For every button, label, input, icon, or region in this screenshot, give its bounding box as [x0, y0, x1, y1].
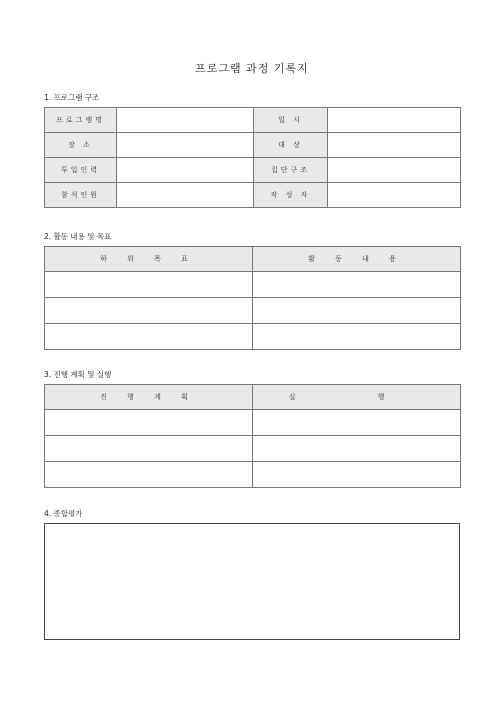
table-row [45, 158, 461, 183]
execution-cell[interactable] [253, 462, 461, 488]
section1-heading: 1. 프로그램 구조 [44, 93, 100, 102]
table-header-row [45, 385, 461, 410]
table-row [45, 436, 461, 462]
table-row [45, 108, 461, 133]
activity-goals-table [44, 246, 461, 350]
execution-cell[interactable] [253, 410, 461, 436]
sub-goal-header: 하 위 목 표 [45, 247, 253, 272]
plan-cell[interactable] [45, 410, 253, 436]
program-structure-table [44, 107, 461, 208]
sub-goal-cell[interactable] [45, 324, 253, 350]
attendance-label: 참석인원 [45, 183, 117, 208]
datetime-label: 일 시 [254, 108, 328, 133]
target-field[interactable] [328, 133, 461, 158]
plan-cell[interactable] [45, 436, 253, 462]
group-structure-field[interactable] [328, 158, 461, 183]
execution-header: 실 행 [253, 385, 461, 410]
activity-content-header: 활 동 내 용 [253, 247, 461, 272]
section2-heading: 2. 활동 내용 및 목표 [44, 232, 112, 241]
activity-content-cell[interactable] [253, 324, 461, 350]
datetime-field[interactable] [328, 108, 461, 133]
plan-cell[interactable] [45, 462, 253, 488]
execution-cell[interactable] [253, 436, 461, 462]
table-row [45, 272, 461, 298]
program-name-field[interactable] [117, 108, 254, 133]
plan-header: 진 행 계 획 [45, 385, 253, 410]
author-label: 작 성 자 [254, 183, 328, 208]
table-row [45, 324, 461, 350]
table-row [45, 298, 461, 324]
plan-execution-table [44, 384, 461, 488]
staff-field[interactable] [117, 158, 254, 183]
activity-content-cell[interactable] [253, 298, 461, 324]
section3-heading: 3. 진행 계획 및 실행 [44, 370, 112, 379]
location-field[interactable] [117, 133, 254, 158]
table-header-row [45, 247, 461, 272]
location-label: 장 소 [45, 133, 117, 158]
table-row [45, 133, 461, 158]
table-row [45, 410, 461, 436]
table-row [45, 183, 461, 208]
attendance-field[interactable] [117, 183, 254, 208]
program-name-label: 프로그램명 [45, 108, 117, 133]
document-title: 프로그램 과정 기록지 [195, 62, 309, 75]
target-label: 대 상 [254, 133, 328, 158]
staff-label: 투입인력 [45, 158, 117, 183]
group-structure-label: 집단구조 [254, 158, 328, 183]
activity-content-cell[interactable] [253, 272, 461, 298]
table-row [45, 462, 461, 488]
sub-goal-cell[interactable] [45, 272, 253, 298]
section4-heading: 4. 종합평가 [44, 509, 83, 518]
sub-goal-cell[interactable] [45, 298, 253, 324]
overall-evaluation-box[interactable] [44, 523, 460, 640]
author-field[interactable] [328, 183, 461, 208]
